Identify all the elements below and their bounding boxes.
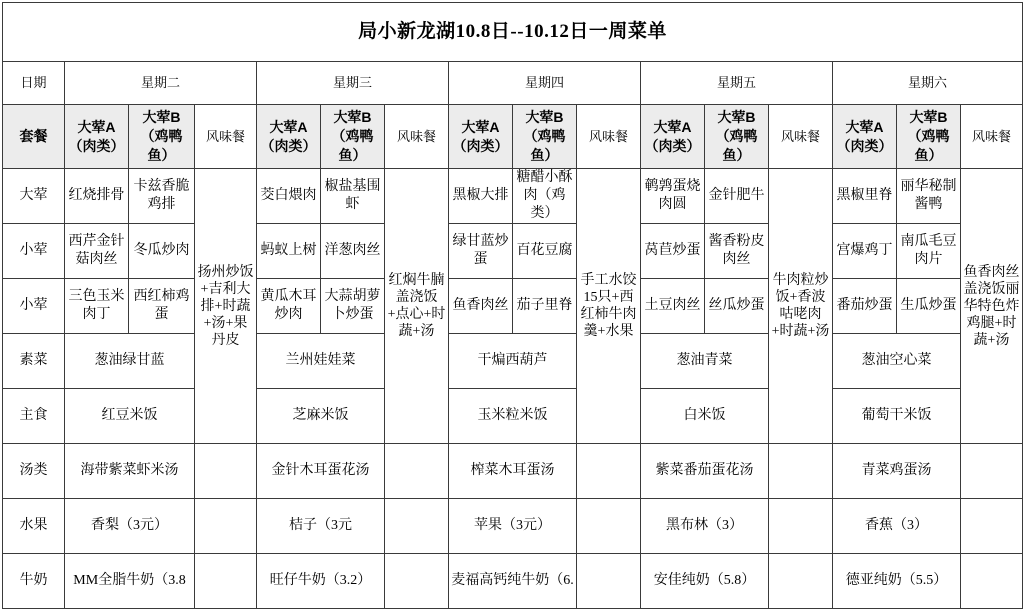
thursday-flavor-header: 风味餐 [577,105,641,169]
wednesday-set-a-header: 大荤A（肉类） [257,105,321,169]
row-label-small-meat-2: 小荤 [3,279,65,334]
friday-small-meat-2-b: 丝瓜炒蛋 [705,279,769,334]
tuesday-milk-flavor-blank [195,554,257,609]
tuesday-small-meat-2-b: 西红柿鸡蛋 [129,279,195,334]
saturday-fruit-flavor-blank [961,499,1023,554]
saturday-staple: 葡萄干米饭 [833,389,961,444]
thursday-small-meat-2-b: 茄子里脊 [513,279,577,334]
friday-small-meat-2-a: 土豆肉丝 [641,279,705,334]
thursday-flavor-meal: 手工水饺15只+西红柿牛肉羹+水果 [577,169,641,444]
friday-set-b-header: 大荤B（鸡鸭鱼） [705,105,769,169]
row-label-big-meat: 大荤 [3,169,65,224]
thursday-soup-flavor-blank [577,444,641,499]
thursday-set-b-header: 大荤B（鸡鸭鱼） [513,105,577,169]
menu-table [2,2,1023,609]
saturday-small-meat-2-b: 生瓜炒蛋 [897,279,961,334]
thursday-big-meat-b: 糖醋小酥肉（鸡类） [513,169,577,224]
day-header-saturday: 星期六 [833,62,1023,105]
tuesday-soup-flavor-blank [195,444,257,499]
wednesday-milk: 旺仔牛奶（3.2） [257,554,385,609]
day-header-friday: 星期五 [641,62,833,105]
row-label-vegetable: 素菜 [3,334,65,389]
tuesday-set-b-header: 大荤B（鸡鸭鱼） [129,105,195,169]
tuesday-small-meat-1-b: 冬瓜炒肉 [129,224,195,279]
saturday-milk-flavor-blank [961,554,1023,609]
friday-soup-flavor-blank [769,444,833,499]
friday-fruit: 黑布林（3） [641,499,769,554]
day-header-wednesday: 星期三 [257,62,449,105]
friday-soup: 紫菜番茄蛋花汤 [641,444,769,499]
tuesday-set-a-header: 大荤A（肉类） [65,105,129,169]
thursday-vegetable: 干煸西葫芦 [449,334,577,389]
saturday-set-a-header: 大荤A（肉类） [833,105,897,169]
wednesday-staple: 芝麻米饭 [257,389,385,444]
wednesday-milk-flavor-blank [385,554,449,609]
wednesday-flavor-header: 风味餐 [385,105,449,169]
wednesday-flavor-meal: 红焖牛腩盖浇饭+点心+时蔬+汤 [385,169,449,444]
friday-big-meat-b: 金针肥牛 [705,169,769,224]
friday-vegetable: 葱油青菜 [641,334,769,389]
saturday-soup-flavor-blank [961,444,1023,499]
friday-milk-flavor-blank [769,554,833,609]
wednesday-big-meat-a: 茭白煨肉 [257,169,321,224]
tuesday-fruit: 香梨（3元） [65,499,195,554]
thursday-small-meat-2-a: 鱼香肉丝 [449,279,513,334]
thursday-fruit: 苹果（3元） [449,499,577,554]
saturday-small-meat-1-a: 宫爆鸡丁 [833,224,897,279]
thursday-fruit-flavor-blank [577,499,641,554]
saturday-big-meat-b: 丽华秘制酱鸭 [897,169,961,224]
wednesday-soup-flavor-blank [385,444,449,499]
friday-flavor-meal: 牛肉粒炒饭+香波咕咾肉+时蔬+汤 [769,169,833,444]
tuesday-flavor-header: 风味餐 [195,105,257,169]
day-header-tuesday: 星期二 [65,62,257,105]
saturday-big-meat-a: 黑椒里脊 [833,169,897,224]
wednesday-set-b-header: 大荤B（鸡鸭鱼） [321,105,385,169]
thursday-milk-flavor-blank [577,554,641,609]
friday-staple: 白米饭 [641,389,769,444]
date-header-label: 日期 [3,62,65,105]
saturday-milk: 德亚纯奶（5.5） [833,554,961,609]
saturday-flavor-meal: 鱼香肉丝盖浇饭丽华特色炸鸡腿+时蔬+汤 [961,169,1023,444]
saturday-flavor-header: 风味餐 [961,105,1023,169]
tuesday-big-meat-a: 红烧排骨 [65,169,129,224]
wednesday-fruit: 桔子（3元 [257,499,385,554]
tuesday-big-meat-b: 卡兹香脆鸡排 [129,169,195,224]
page-title: 局小新龙湖10.8日--10.12日一周菜单 [3,3,1023,62]
saturday-small-meat-2-a: 番茄炒蛋 [833,279,897,334]
row-label-fruit: 水果 [3,499,65,554]
friday-milk: 安佳纯奶（5.8） [641,554,769,609]
thursday-small-meat-1-a: 绿甘蓝炒蛋 [449,224,513,279]
saturday-soup: 青菜鸡蛋汤 [833,444,961,499]
row-label-soup: 汤类 [3,444,65,499]
tuesday-staple: 红豆米饭 [65,389,195,444]
thursday-set-a-header: 大荤A（肉类） [449,105,513,169]
wednesday-small-meat-2-a: 黄瓜木耳炒肉 [257,279,321,334]
row-label-small-meat-1: 小荤 [3,224,65,279]
row-label-staple: 主食 [3,389,65,444]
wednesday-small-meat-1-a: 蚂蚁上树 [257,224,321,279]
thursday-soup: 榨菜木耳蛋汤 [449,444,577,499]
friday-small-meat-1-b: 酱香粉皮肉丝 [705,224,769,279]
saturday-small-meat-1-b: 南瓜毛豆肉片 [897,224,961,279]
row-label-milk: 牛奶 [3,554,65,609]
tuesday-soup: 海带紫菜虾米汤 [65,444,195,499]
tuesday-fruit-flavor-blank [195,499,257,554]
wednesday-big-meat-b: 椒盐基围虾 [321,169,385,224]
tuesday-milk: MM全脂牛奶（3.8 [65,554,195,609]
friday-big-meat-a: 鹌鹑蛋烧肉圆 [641,169,705,224]
wednesday-fruit-flavor-blank [385,499,449,554]
tuesday-flavor-meal: 扬州炒饭+吉利大排+时蔬+汤+果丹皮 [195,169,257,444]
friday-flavor-header: 风味餐 [769,105,833,169]
wednesday-soup: 金针木耳蛋花汤 [257,444,385,499]
friday-fruit-flavor-blank [769,499,833,554]
tuesday-vegetable: 葱油绿甘蓝 [65,334,195,389]
wednesday-vegetable: 兰州娃娃菜 [257,334,385,389]
set-meal-label: 套餐 [3,105,65,169]
thursday-staple: 玉米粒米饭 [449,389,577,444]
friday-small-meat-1-a: 莴苣炒蛋 [641,224,705,279]
wednesday-small-meat-2-b: 大蒜胡萝卜炒蛋 [321,279,385,334]
saturday-vegetable: 葱油空心菜 [833,334,961,389]
wednesday-small-meat-1-b: 洋葱肉丝 [321,224,385,279]
saturday-set-b-header: 大荤B（鸡鸭鱼） [897,105,961,169]
saturday-fruit: 香蕉（3） [833,499,961,554]
tuesday-small-meat-1-a: 西芹金针菇肉丝 [65,224,129,279]
tuesday-small-meat-2-a: 三色玉米肉丁 [65,279,129,334]
thursday-big-meat-a: 黑椒大排 [449,169,513,224]
thursday-milk: 麦福高钙纯牛奶（6. [449,554,577,609]
friday-set-a-header: 大荤A（肉类） [641,105,705,169]
day-header-thursday: 星期四 [449,62,641,105]
thursday-small-meat-1-b: 百花豆腐 [513,224,577,279]
